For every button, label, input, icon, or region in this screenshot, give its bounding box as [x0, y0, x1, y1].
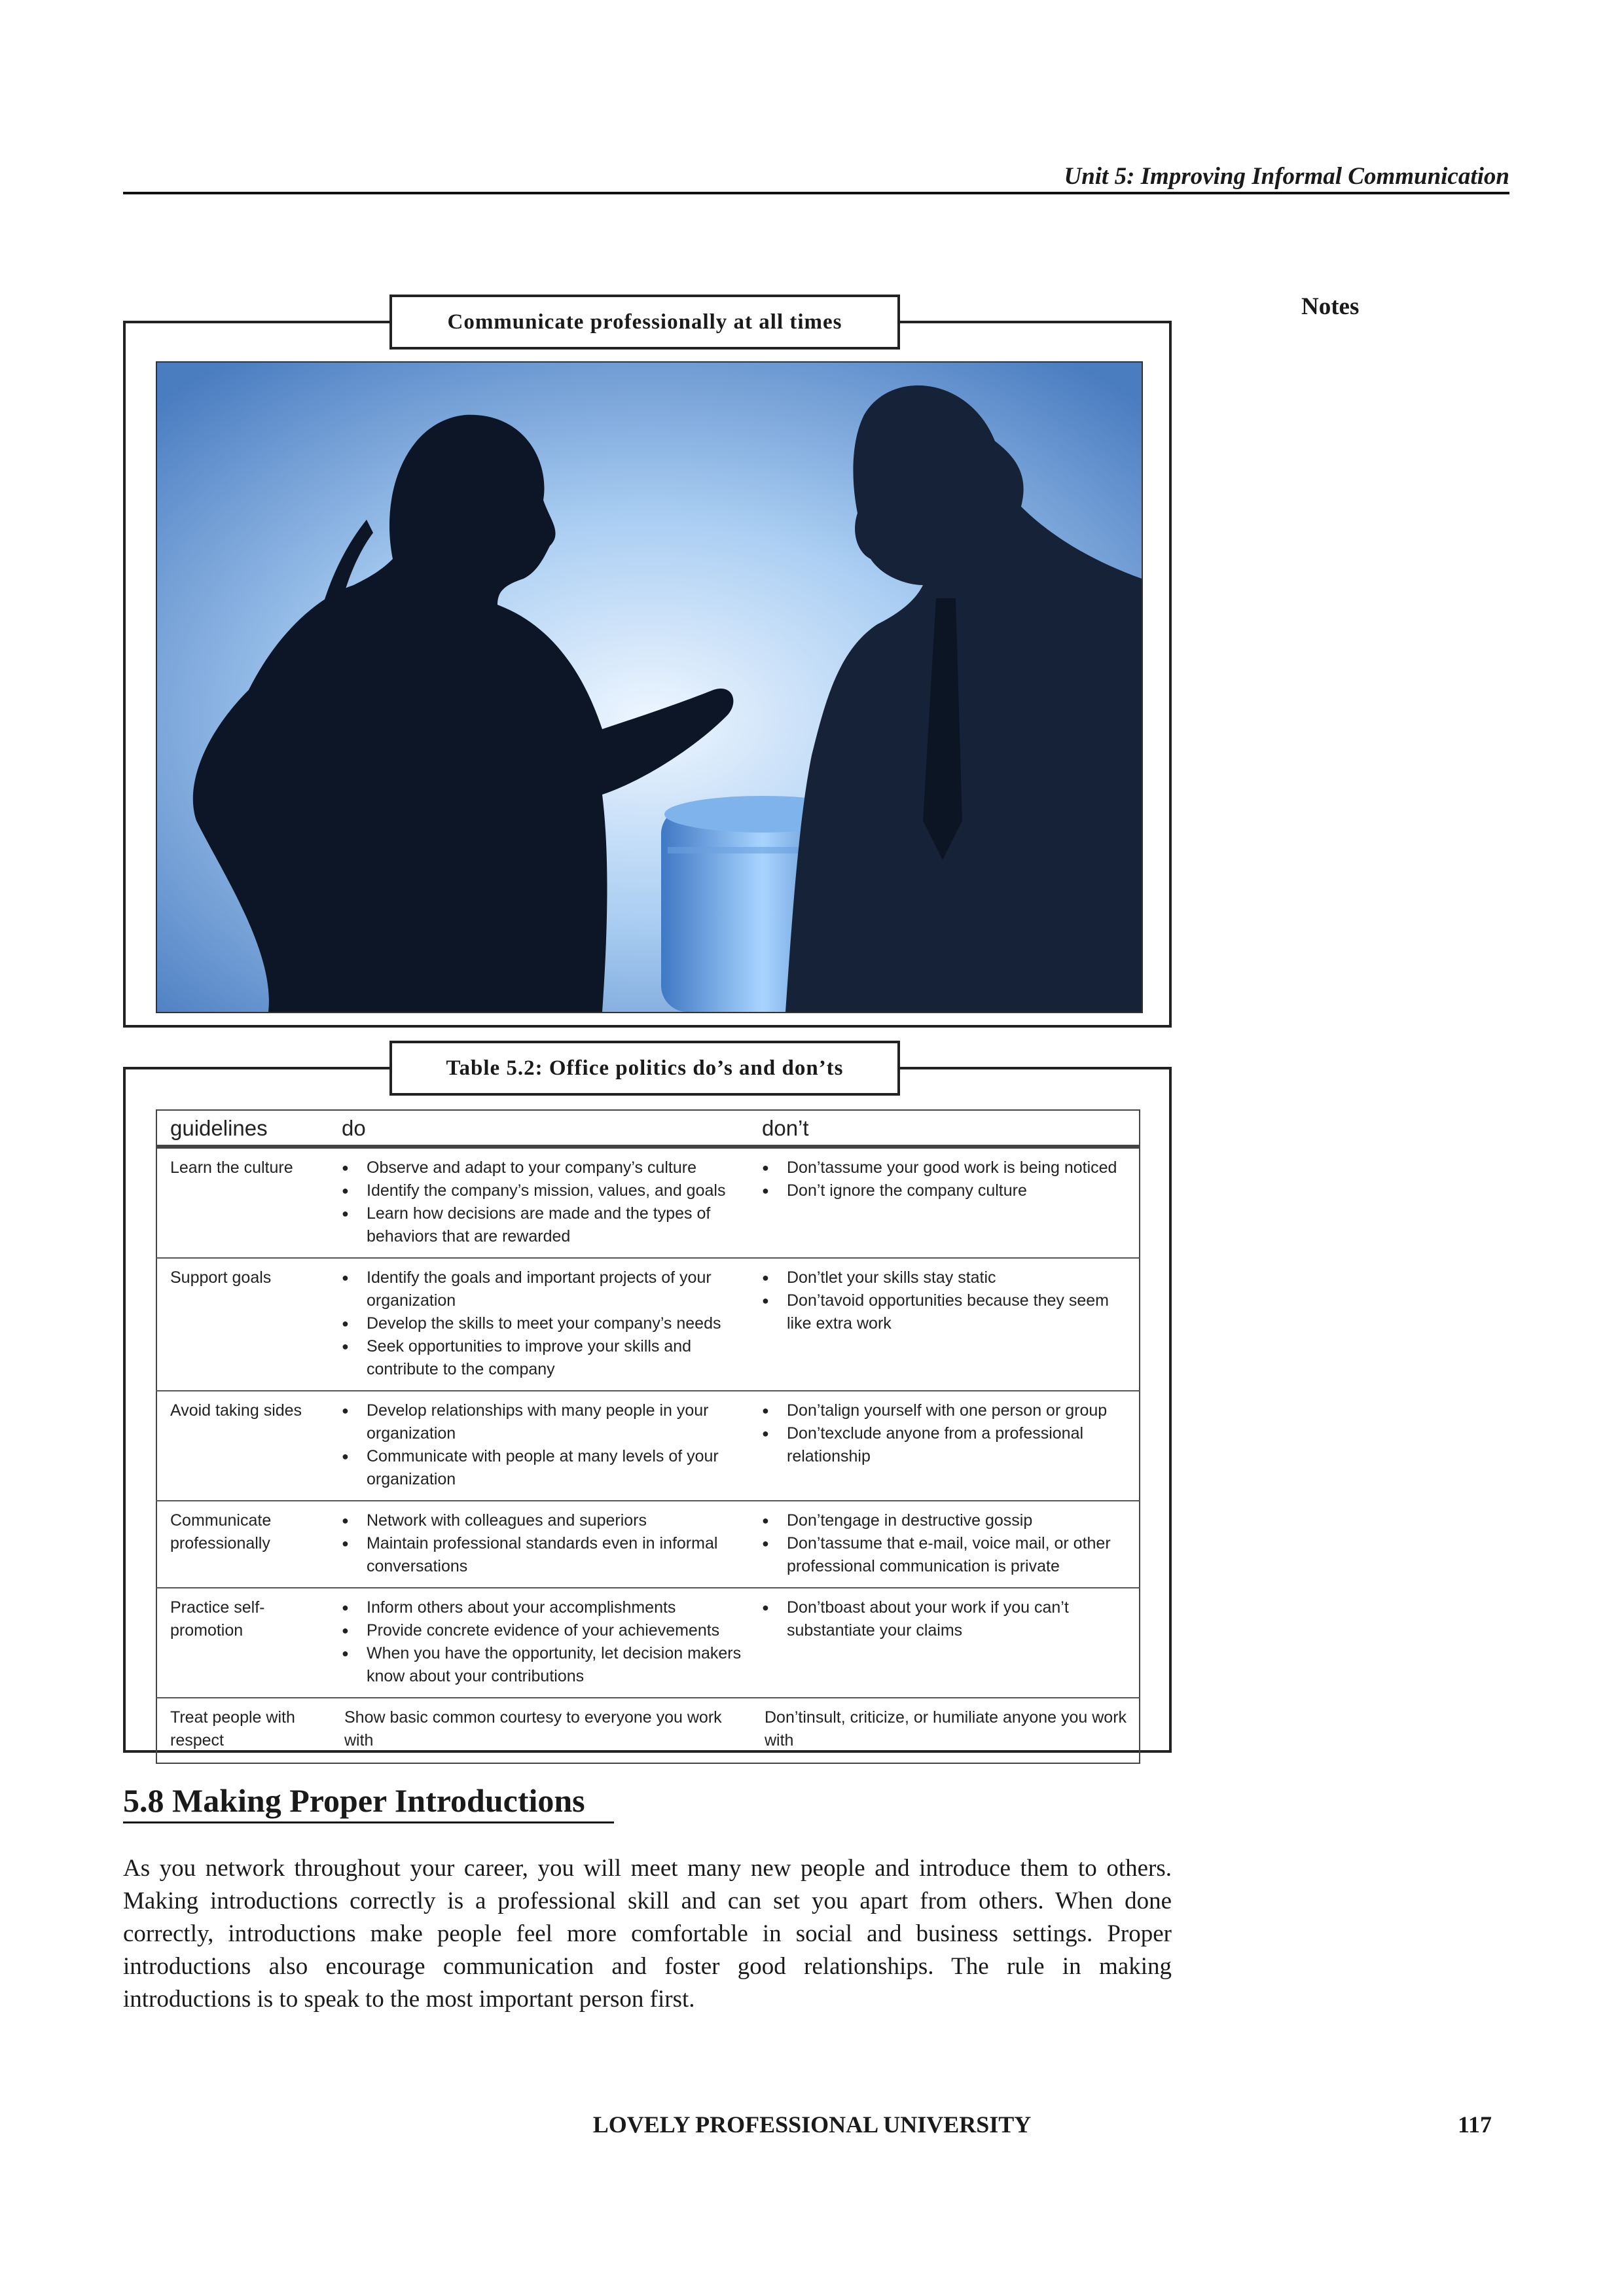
guideline-cell: Support goals — [156, 1258, 329, 1391]
column-header-do: do — [329, 1110, 749, 1147]
do-item: ● Seek opportunities to improve your skills and contribute to the company — [342, 1335, 742, 1381]
do-cell — [329, 1258, 749, 1391]
table-row — [156, 1258, 1140, 1391]
do-item: ● Communicate with people at many levels of your organization — [342, 1445, 742, 1491]
table-row — [156, 1391, 1140, 1501]
dont-cell — [749, 1147, 1140, 1258]
do-item: ● Network with colleagues and superiors — [342, 1509, 742, 1532]
do-item: ● Develop the skills to meet your company’s needs — [342, 1312, 742, 1335]
dont-item: ● Don’tlet your skills stay static — [762, 1266, 1132, 1289]
column-header-dont: don’t — [749, 1110, 1140, 1147]
dont-cell — [749, 1391, 1140, 1501]
dont-cell — [749, 1258, 1140, 1391]
do-item: ● Develop relationships with many people in your organization — [342, 1399, 742, 1445]
dont-cell — [749, 1501, 1140, 1588]
do-cell — [329, 1501, 749, 1588]
do-text: Show basic common courtesy to everyone you work with — [344, 1708, 722, 1749]
figure-photo — [156, 361, 1143, 1013]
office-politics-table — [156, 1109, 1140, 1764]
footer-university: LOVELY PROFESSIONAL UNIVERSITY — [592, 2111, 1032, 2138]
dont-item: ● Don’tengage in destructive gossip — [762, 1509, 1132, 1532]
guideline-cell: Learn the culture — [156, 1147, 329, 1258]
dont-item: ● Don’tavoid opportunities because they seem like extra work — [762, 1289, 1132, 1335]
do-item: ● Inform others about your accomplishments — [342, 1596, 742, 1619]
table-row — [156, 1588, 1140, 1698]
guideline-cell: Practice self-promotion — [156, 1588, 329, 1698]
dont-item: ● Don’tboast about your work if you can’t substantiate your claims — [762, 1596, 1132, 1642]
guideline-cell: Communicate professionally — [156, 1501, 329, 1588]
do-item: ● Identify the company’s mission, values, and goals — [342, 1179, 742, 1202]
section-heading: 5.8 Making Proper Introductions — [123, 1782, 585, 1819]
figure-caption: Communicate professionally at all times — [389, 295, 900, 350]
dont-item: ● Don’talign yourself with one person or group — [762, 1399, 1132, 1422]
do-cell — [329, 1588, 749, 1698]
table-caption: Table 5.2: Office politics do’s and don’ts — [389, 1041, 900, 1096]
do-item: ● Learn how decisions are made and the types of behaviors that are rewarded — [342, 1202, 742, 1248]
table-row — [156, 1147, 1140, 1258]
running-header-title: Unit 5: Improving Informal Communication — [1064, 163, 1509, 190]
dont-cell — [749, 1588, 1140, 1698]
dont-item: ● Don’texclude anyone from a professional relationship — [762, 1422, 1132, 1468]
do-cell — [329, 1698, 749, 1763]
do-item: ● Provide concrete evidence of your achievements — [342, 1619, 742, 1642]
section-paragraph: As you network throughout your career, you will meet many new people and introduce them to others. Making introductions correctly is a professional skill and can set you apart from others. When done correctly, introductions make people feel more comfortable in social and business settings. Proper introductions also encourage communication and foster good relationships. The rule in making introductions is to speak to the most important person first. — [123, 1855, 1172, 2013]
guideline-cell: Avoid taking sides — [156, 1391, 329, 1501]
dont-item: ● Don’tassume that e-mail, voice mail, or other professional communication is private — [762, 1532, 1132, 1578]
do-item: ● When you have the opportunity, let decision makers know about your contributions — [342, 1642, 742, 1688]
table-row — [156, 1501, 1140, 1588]
table-header-row — [156, 1110, 1140, 1147]
dont-text: Don’tinsult, criticize, or humiliate anyone you work with — [765, 1708, 1127, 1749]
table-row — [156, 1698, 1140, 1763]
do-cell — [329, 1391, 749, 1501]
column-header-guidelines: guidelines — [156, 1110, 329, 1147]
page-number: 117 — [1458, 2111, 1492, 2138]
do-item: ● Identify the goals and important projects of your organization — [342, 1266, 742, 1312]
do-item: ● Maintain professional standards even in informal conversations — [342, 1532, 742, 1578]
guideline-cell: Treat people with respect — [170, 1708, 295, 1749]
header-rule — [123, 192, 1509, 194]
notes-label: Notes — [1301, 293, 1360, 320]
section-heading-underline — [123, 1821, 614, 1823]
dont-item: ● Don’tassume your good work is being noticed — [762, 1157, 1132, 1179]
do-cell — [329, 1147, 749, 1258]
do-item: ● Observe and adapt to your company’s culture — [342, 1157, 742, 1179]
dont-cell — [749, 1698, 1140, 1763]
dont-item: ● Don’t ignore the company culture — [762, 1179, 1132, 1202]
